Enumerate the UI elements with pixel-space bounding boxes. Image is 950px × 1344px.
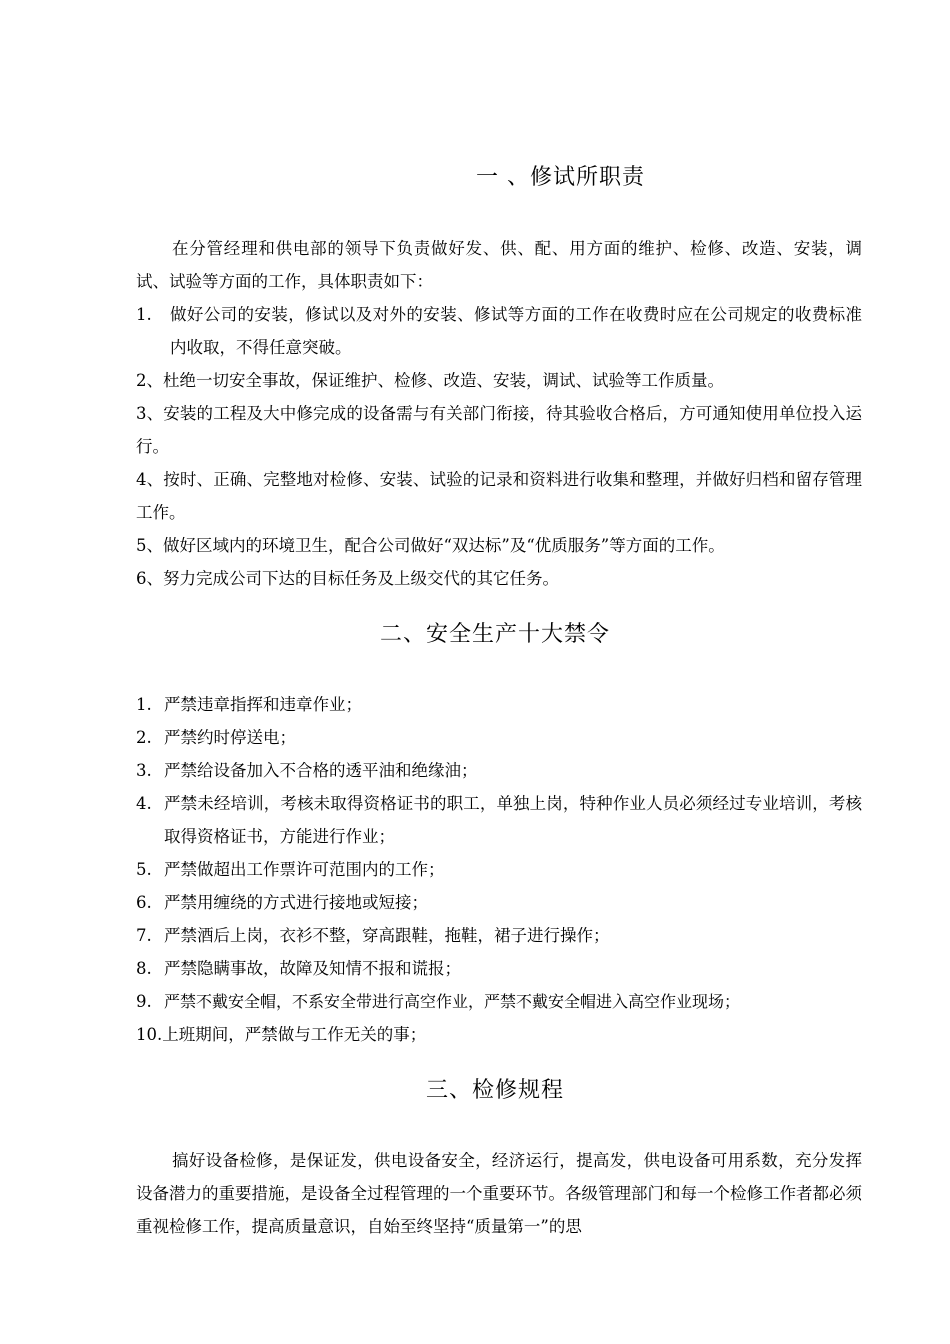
- list-item: [136, 463, 862, 529]
- section-3-title: 三、检修规程: [426, 1078, 565, 1103]
- list-item-number: 2.: [136, 728, 152, 747]
- list-item-text: 严禁做超出工作票许可范围内的工作；: [164, 860, 445, 879]
- list-item: [136, 853, 862, 886]
- list-item-number: 4、: [136, 470, 164, 489]
- list-item: [136, 886, 862, 919]
- list-item: [136, 397, 862, 463]
- list-item-text: 严禁给设备加入不合格的透平油和绝缘油；: [164, 761, 478, 780]
- list-item: [136, 1018, 862, 1051]
- section-1-intro: 在分管经理和供电部的领导下负责做好发、供、配、用方面的维护、检修、改造、安装，调试、试验等方面的工作，具体职责如下：: [136, 239, 862, 291]
- list-item: [136, 562, 862, 595]
- list-item: [136, 721, 862, 754]
- list-item-number: 1.: [136, 695, 152, 714]
- section-2-title: 二、安全生产十大禁令: [380, 622, 611, 647]
- section-3-intro: 搞好设备检修，是保证发，供电设备安全，经济运行，提高发，供电设备可用系数，充分发挥设备潜力的重要措施，是设备全过程管理的一个重要环节。各级管理部门和每一个检修工作者都必须重视检修工作，提高质量意识，自始至终坚持“质量第一”的思: [136, 1151, 862, 1236]
- list-item-text: 杜绝一切安全事故，保证维护、检修、改造、安装，调试、试验等工作质量。: [163, 371, 724, 390]
- list-item-number: 4.: [136, 794, 152, 813]
- list-item-text: 安装的工程及大中修完成的设备需与有关部门衔接，待其验收合格后，方可通知使用单位投入运行。: [136, 404, 863, 456]
- section-1-title: 一 、修试所职责: [476, 165, 645, 190]
- list-item: [136, 529, 862, 562]
- list-item: [136, 985, 862, 1018]
- list-item-number: 5、: [136, 536, 163, 555]
- list-item-text: 上班期间，严禁做与工作无关的事；: [162, 1025, 427, 1044]
- list-item-number: 8.: [136, 959, 152, 978]
- list-item-number: 2、: [136, 371, 163, 390]
- list-item-text: 严禁违章指挥和违章作业；: [164, 695, 362, 714]
- list-item-text: 严禁约时停送电；: [164, 728, 296, 747]
- list-item-text: 努力完成公司下达的目标任务及上级交代的其它任务。: [163, 569, 559, 588]
- list-item-text: 按时、正确、完整地对检修、安装、试验的记录和资料进行收集和整理，并做好归档和留存管理工作。: [136, 470, 863, 522]
- list-item-number: 3.: [136, 761, 152, 780]
- list-item-text: 严禁不戴安全帽，不系安全带进行高空作业，严禁不戴安全帽进入高空作业现场；: [164, 992, 741, 1011]
- list-item-number: 6.: [136, 893, 152, 912]
- list-item: [136, 919, 862, 952]
- list-item-text: 做好公司的安装，修试以及对外的安装、修试等方面的工作在收费时应在公司规定的收费标准内收取，不得任意突破。: [170, 305, 862, 357]
- list-item: [136, 787, 862, 853]
- list-item: [136, 364, 862, 397]
- list-item-number: 7.: [136, 926, 152, 945]
- list-item-number: 5.: [136, 860, 152, 879]
- list-item-text: 严禁酒后上岗，衣衫不整，穿高跟鞋，拖鞋，裙子进行操作；: [164, 926, 610, 945]
- list-item-number: 6、: [136, 569, 163, 588]
- list-item-number: 10.: [136, 1025, 163, 1044]
- list-item: [136, 754, 862, 787]
- list-item-number: 9.: [136, 992, 152, 1011]
- list-item: [136, 298, 862, 364]
- list-item-text: 严禁未经培训，考核未取得资格证书的职工，单独上岗，特种作业人员必须经过专业培训，考核取得资格证书，方能进行作业；: [164, 794, 862, 846]
- list-item-text: 做好区域内的环境卫生，配合公司做好“双达标”及“优质服务”等方面的工作。: [163, 536, 725, 555]
- list-item: [136, 952, 862, 985]
- list-item-number: 1.: [136, 305, 152, 324]
- list-item-number: 3、: [136, 404, 164, 423]
- list-item-text: 严禁用缠绕的方式进行接地或短接；: [164, 893, 428, 912]
- list-item-text: 严禁隐瞒事故，故障及知情不报和谎报；: [164, 959, 461, 978]
- list-item: [136, 688, 862, 721]
